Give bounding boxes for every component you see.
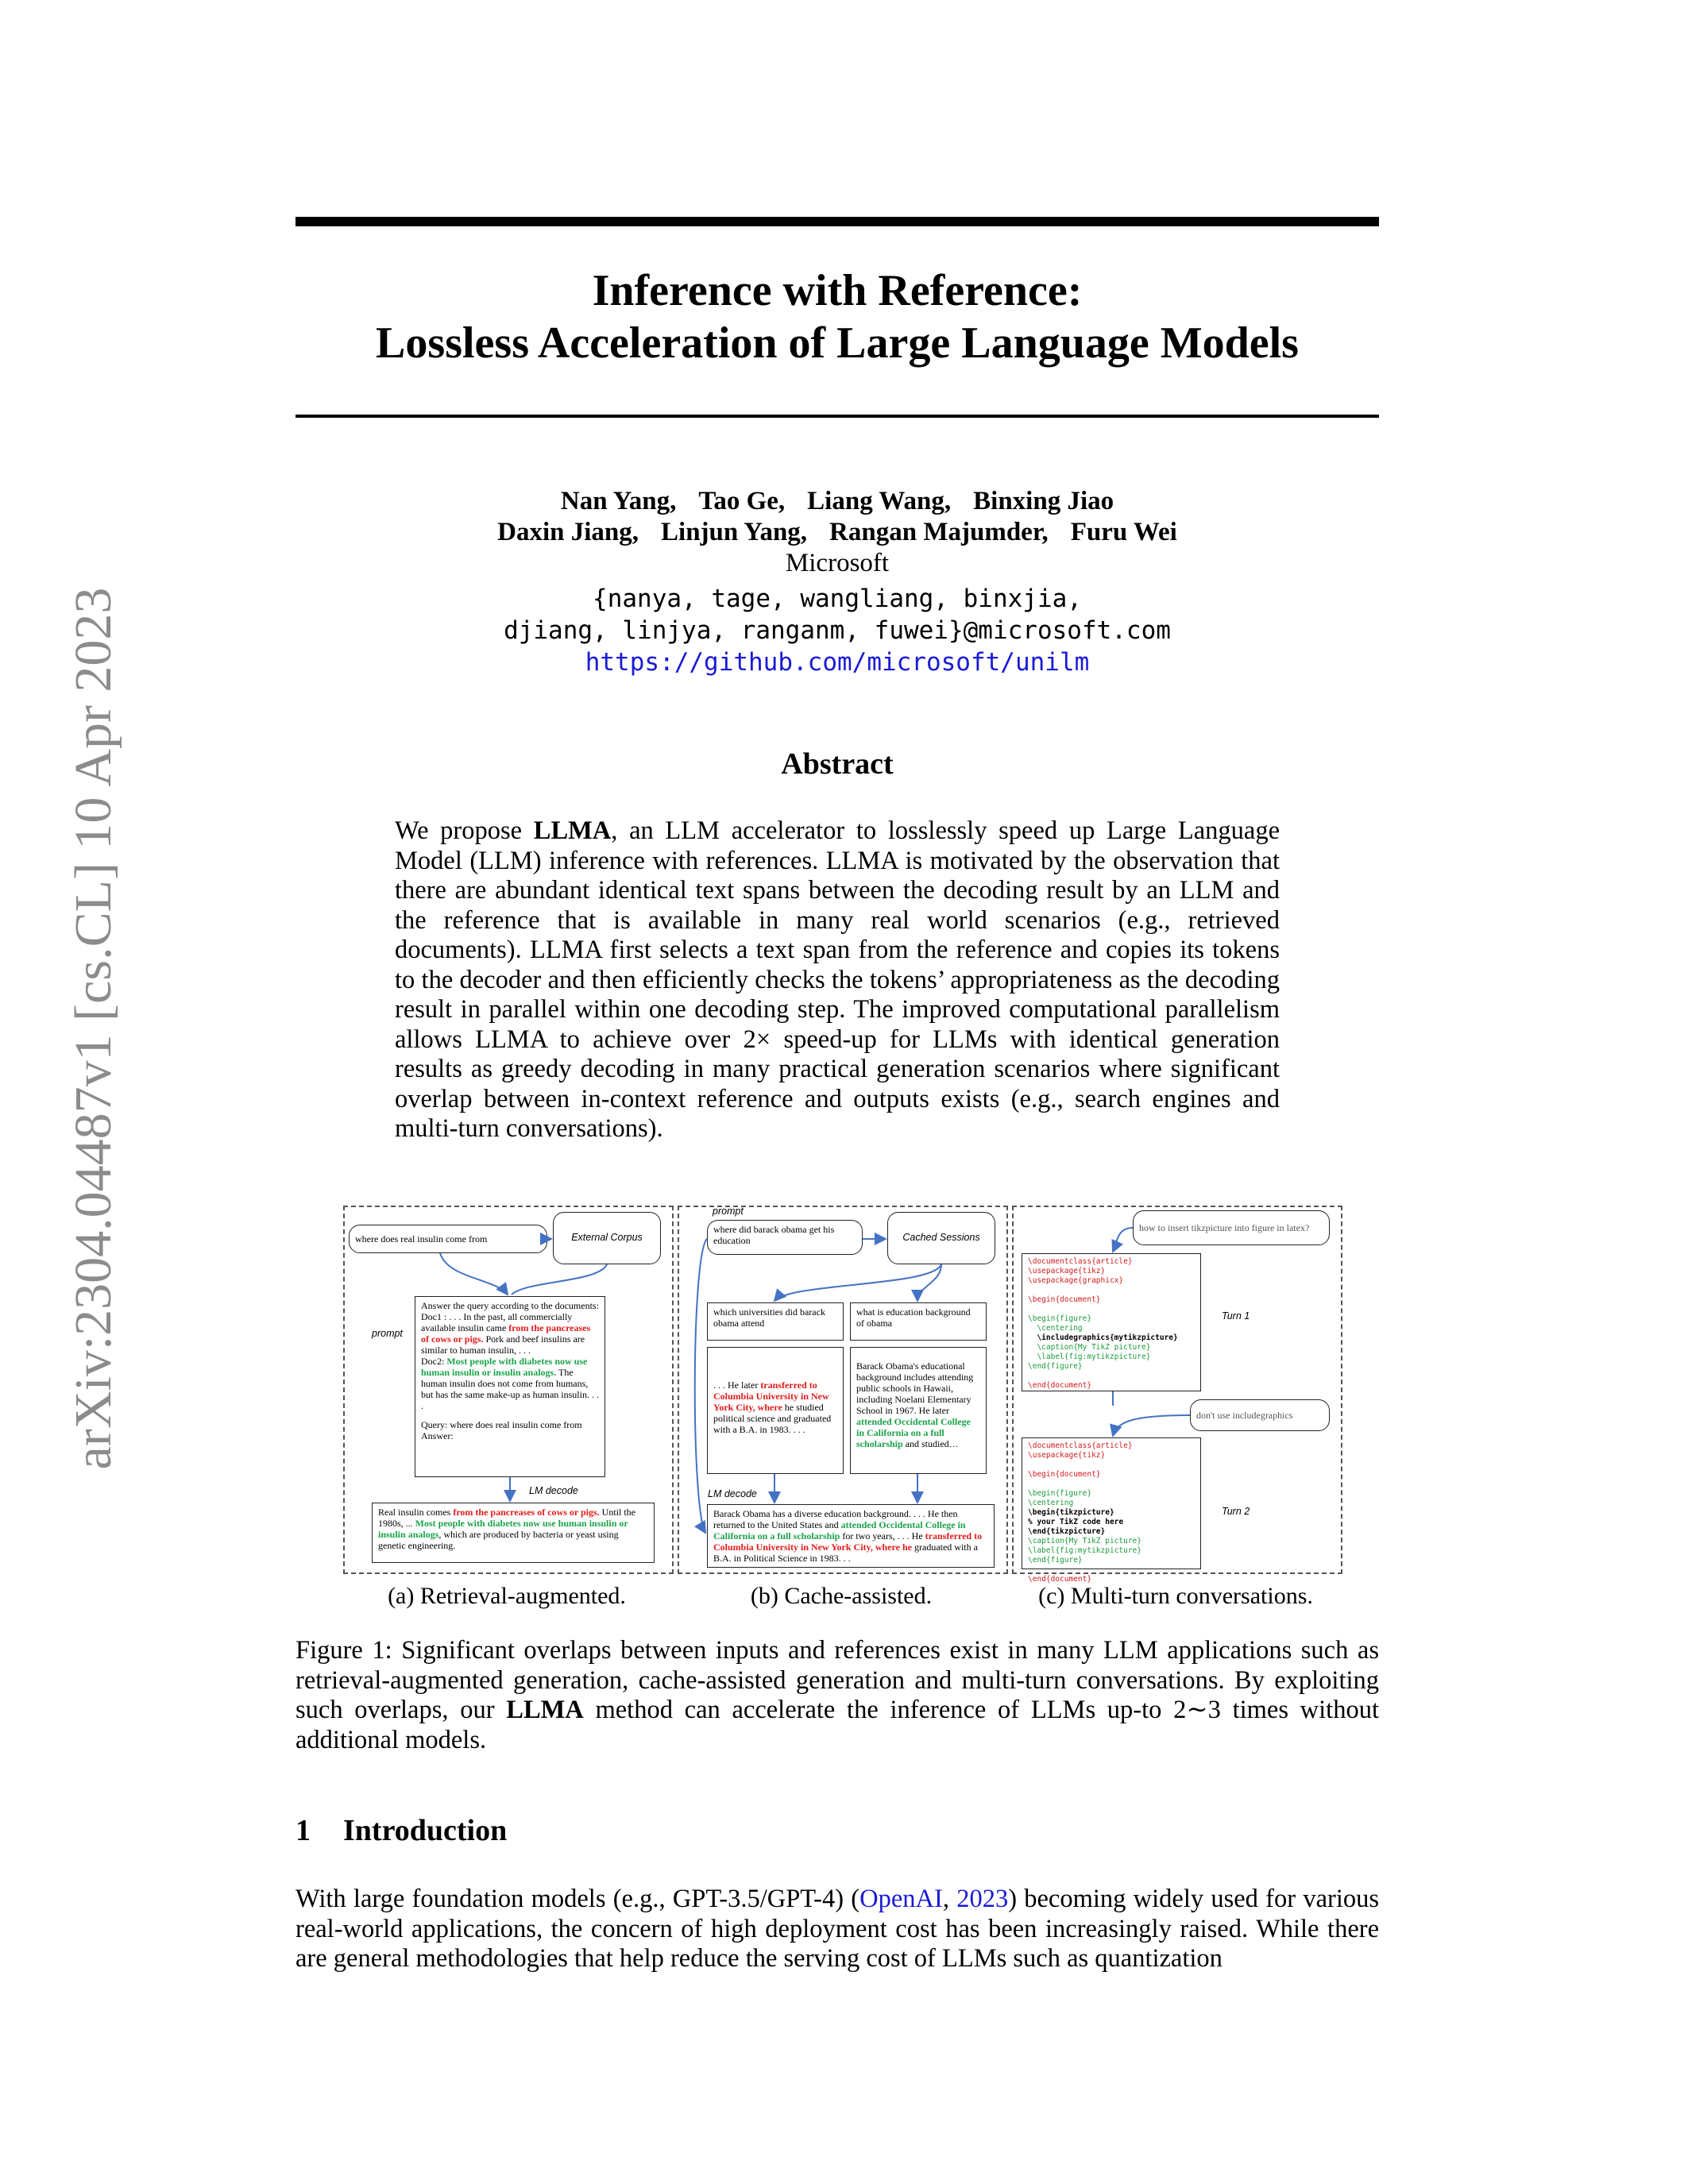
external-corpus-box: External Corpus	[553, 1212, 661, 1264]
emails-line-2: djiang, linjya, ranganm, fuwei}@microsoft.com	[504, 616, 1171, 645]
code-line: \label{fig:mytikzpicture}	[1028, 1546, 1141, 1555]
code-line: \usepackage{tikz}	[1028, 1267, 1106, 1275]
abstract-body	[395, 816, 1280, 1144]
code-line: \caption{My TikZ picture}	[1028, 1537, 1141, 1545]
author: Rangan Majumder,	[829, 518, 1049, 546]
figure-panel-cache	[678, 1206, 1008, 1574]
author: Tao Ge,	[698, 487, 786, 515]
code-line: \label{fig:mytikzpicture}	[1028, 1352, 1151, 1361]
author: Daxin Jiang,	[497, 518, 639, 546]
turn-2-label: Turn 2	[1222, 1506, 1250, 1517]
cached-query-2: what is education background of obama	[850, 1302, 987, 1341]
query-box: where did barack obama get his education	[707, 1220, 863, 1255]
code-line: \usepackage{tikz}	[1028, 1451, 1106, 1460]
panel-a-arrows	[345, 1207, 672, 1572]
author: Liang Wang,	[807, 487, 952, 515]
intro-paragraph: With large foundation models (e.g., GPT-3.5/GPT-4) (OpenAI, 2023) becoming widely used for various real-world applications, the concern of high deployment cost has been increasingly raised. While there are general methodologies that help reduce the serving cost of LLMs such as quantization	[295, 1885, 1379, 1973]
emails-line-1: {nanya, tage, wangliang, binxjia,	[593, 585, 1082, 613]
author: Binxing Jiao	[973, 487, 1114, 515]
code-line: \centering	[1028, 1499, 1074, 1507]
arxiv-sidebar-stamp: arXiv:2304.04487v1 [cs.CL] 10 Apr 2023	[64, 587, 122, 1470]
code-line: \end{document}	[1028, 1575, 1092, 1584]
lm-decode-label: LM decode	[529, 1485, 578, 1496]
cached-answer-2: Barack Obama's educational background includes attending public schools in Hawaii, including Noelani Elementary School in 1967. He later attended Occidental College in California on a full scholarship and studied…	[850, 1347, 987, 1474]
output-box: Barack Obama has a diverse education background. . . . He then returned to the United States and attended Occidental College in California on a full scholarship for two years, . . . He transferred to Columbia University in New York City, where he graduated with a B.A. in Political Science in 1983. . .	[707, 1504, 995, 1568]
author-row-1	[295, 486, 1379, 517]
figure-caption: Figure 1: Significant overlaps between inputs and references exist in many LLM applications such as retrieval-augmented generation, cache-assisted generation and multi-turn conversations. By exploiting such overlaps, our LLMA method can accelerate the inference of LLMs up-to 2∼3 times without additional models.	[295, 1636, 1379, 1754]
doc1: Doc1 : . . . In the past, all commercially available insulin came from the pancreases of cows or pigs. Pork and beef insulins are similar to human insulin, . . .	[421, 1311, 591, 1356]
affiliation: Microsoft	[785, 549, 890, 577]
author-list	[295, 486, 1379, 548]
doc2: Doc2: Most people with diabetes now use human insulin or insulin analogs. The human insulin does not come from humans, but has the same make-up as human insulin. . . .	[421, 1356, 599, 1411]
citation-year-link[interactable]: 2023	[956, 1885, 1009, 1913]
author: Linjun Yang,	[661, 518, 808, 546]
prompt-label: prompt	[372, 1328, 403, 1339]
prompt-answer: Answer:	[421, 1430, 454, 1441]
code-line: \end{document}	[1028, 1381, 1092, 1390]
subcaption-c: (c) Multi-turn conversations.	[1038, 1583, 1313, 1609]
code-line: \usepackage{graphicx}	[1028, 1276, 1124, 1285]
code-line: \documentclass{article}	[1028, 1257, 1133, 1266]
code-line: \documentclass{article}	[1028, 1441, 1133, 1450]
code-line: \centering	[1028, 1324, 1083, 1333]
code-line: \begin{tikzpicture}	[1028, 1508, 1114, 1517]
title-top-rule	[295, 217, 1379, 226]
subcaption-b: (b) Cache-assisted.	[750, 1583, 933, 1609]
code-line: \caption{My TikZ picture}	[1028, 1343, 1151, 1352]
user-query-2: don't use includegraphics	[1190, 1399, 1330, 1431]
code-line: \includegraphics{mytikzpicture}	[1028, 1333, 1178, 1342]
section-heading	[295, 1813, 507, 1848]
code-line: \begin{document}	[1028, 1470, 1101, 1479]
section-title: Introduction	[343, 1814, 508, 1847]
title-bottom-rule	[295, 415, 1379, 418]
prompt-intro: Answer the query according to the documents:	[421, 1300, 599, 1311]
abstract-heading: Abstract	[781, 747, 894, 781]
cached-sessions-box: Cached Sessions	[887, 1212, 995, 1264]
panel-c-arrows	[1014, 1207, 1341, 1572]
turn-1-label: Turn 1	[1222, 1310, 1250, 1322]
author: Furu Wei	[1070, 518, 1177, 546]
abstract-text: , an LLM accelerator to losslessly speed up Large Language Model (LLM) inference with references. LLMA is motivated by the observation that there are abundant identical text spans between the decoding result by an LLM and the reference that is available in many real world scenarios (e.g., retrieved documents). LLMA first selects a text span from the reference and copies its tokens to the decoder and then efficiently checks the tokens’ appropriateness as the decoding result in parallel within one decoding step. The improved computational parallelism allows LLMA to achieve over 2× speed-up for LLMs with identical generation results as greedy decoding in many practical generation scenarios where significant overlap between in-context reference and outputs exists (e.g., search engines and multi-turn conversations).	[395, 816, 1280, 1143]
abstract-text: We propose	[395, 816, 534, 845]
code-line: \begin{figure}	[1028, 1314, 1092, 1323]
github-link[interactable]: https://github.com/microsoft/unilm	[585, 648, 1090, 677]
output-box: Real insulin comes from the pancreases of cows or pigs. Until the 1980s, ... Most people with diabetes now use human insulin or insulin analogs, which are produced by bacteria or yeast using genetic engineering.	[372, 1503, 655, 1563]
title-line-2: Lossless Acceleration of Large Language Models	[376, 318, 1299, 368]
figure-panel-retrieval	[343, 1206, 674, 1574]
subcaption-a: (a) Retrieval-augmented.	[388, 1583, 626, 1609]
prompt-label: prompt	[713, 1206, 744, 1217]
code-line: % your TikZ code here	[1028, 1518, 1124, 1526]
code-line: \begin{document}	[1028, 1295, 1101, 1304]
code-line: \end{figure}	[1028, 1362, 1083, 1371]
citation-link[interactable]: OpenAI	[859, 1885, 943, 1913]
abstract-llma-bold: LLMA	[533, 816, 612, 845]
figure-panel-multiturn	[1012, 1206, 1342, 1584]
section-number: 1	[295, 1814, 311, 1847]
cached-query-1: which universities did barack obama attend	[707, 1302, 844, 1341]
paper-title	[295, 264, 1379, 369]
code-line: \end{tikzpicture}	[1028, 1527, 1106, 1536]
panel-b-arrows	[679, 1207, 1006, 1572]
cached-answer-1: . . . He later transferred to Columbia University in New York City, where he studied political science and graduated with a B.A. in 1983. . . .	[707, 1347, 844, 1474]
author: Nan Yang,	[560, 487, 677, 515]
query-box: where does real insulin come from	[349, 1225, 547, 1253]
prompt-query: Query: where does real insulin come from	[421, 1419, 582, 1430]
lm-decode-label: LM decode	[708, 1488, 757, 1499]
author-row-2	[295, 517, 1379, 548]
user-query-1: how to insert tikzpicture into figure in latex?	[1133, 1210, 1330, 1245]
code-line: \end{figure}	[1028, 1556, 1083, 1565]
code-line: \begin{figure}	[1028, 1489, 1092, 1498]
title-line-1: Inference with Reference:	[592, 266, 1083, 315]
